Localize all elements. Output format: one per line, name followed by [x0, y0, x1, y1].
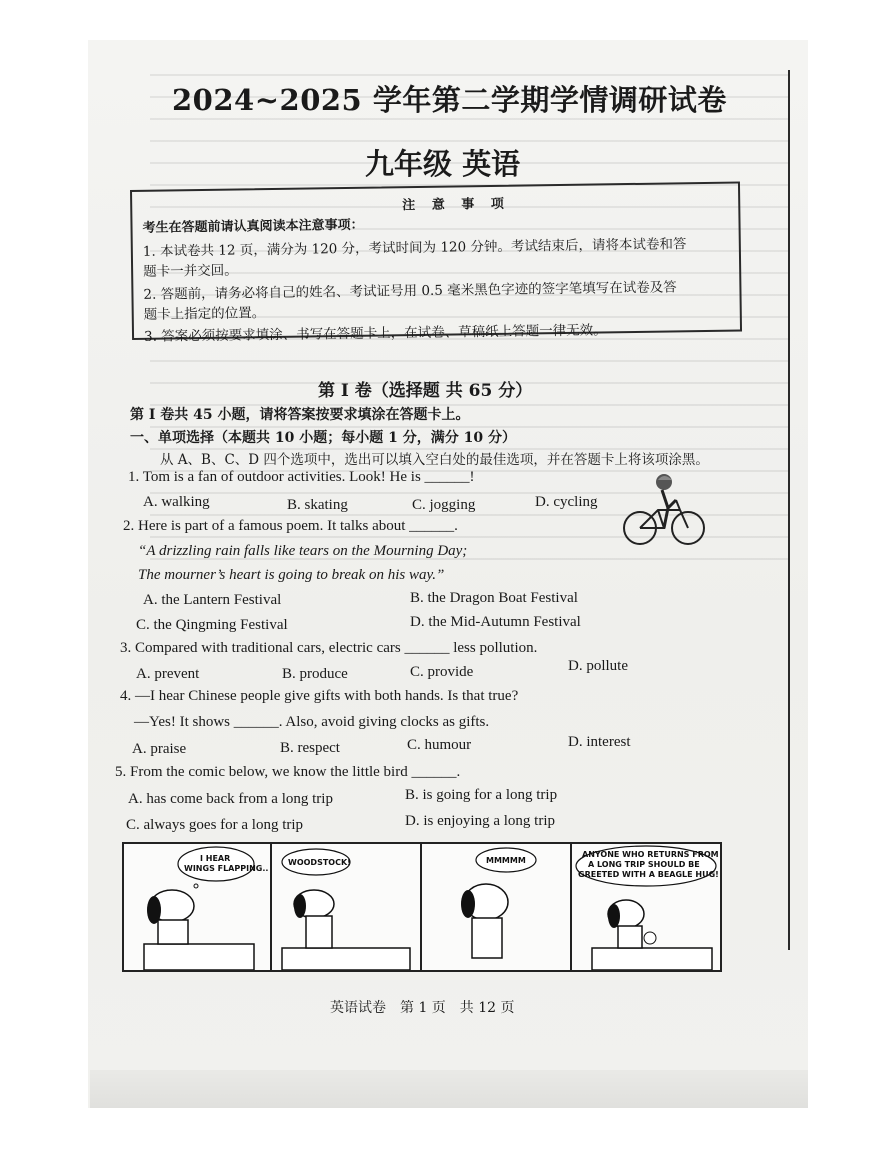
exam-title: 2024~2025 学年第二学期学情调研试卷 — [172, 83, 727, 117]
notice-heading: 注 意 事 项 — [402, 196, 510, 214]
question-2-quote-line: “A drizzling rain falls like tears on the Mourning Day; — [138, 543, 468, 559]
notice-item: 题卡一并交回。 — [143, 262, 238, 280]
question-5-option-d: D. is enjoying a long trip — [405, 813, 555, 829]
question-2-option-d: D. the Mid-Autumn Festival — [410, 614, 581, 630]
part-instruction: 从 A、B、C、D 四个选项中，选出可以填入空白处的最佳选项，并在答题卡上将该项涂黑。 — [160, 452, 709, 468]
question-3-stem: 3. Compared with traditional cars, electric cars ______ less pollution. — [120, 640, 538, 656]
comic-bubble-text: ANYONE WHO RETURNS FROM — [582, 850, 719, 859]
question-1-option-d: D. cycling — [535, 494, 598, 510]
section-instruction: 第 I 卷共 45 小题，请将答案按要求填涂在答题卡上。 — [130, 407, 470, 423]
page-footer: 英语试卷 第 1 页 共 12 页 — [330, 1000, 515, 1016]
comic-panel-1 — [122, 842, 272, 972]
notice-box — [130, 181, 742, 345]
question-1-option-b: B. skating — [287, 497, 348, 513]
question-1-option-a: A. walking — [143, 494, 210, 510]
question-3-option-b: B. produce — [282, 666, 348, 682]
notice-item: 3. 答案必须按要求填涂、书写在答题卡上，在试卷、草稿纸上答题一律无效。 — [143, 322, 607, 345]
question-1-option-c: C. jogging — [412, 497, 476, 513]
question-5-stem: 5. From the comic below, we know the little bird ______. — [115, 764, 461, 780]
section-title: 第 I 卷（选择题 共 65 分） — [318, 381, 533, 401]
question-5-option-c: C. always goes for a long trip — [126, 817, 304, 833]
question-4-stem: 4. —I hear Chinese people give gifts with both hands. Is that true? — [120, 688, 519, 704]
question-5-option-a: A. has come back from a long trip — [128, 791, 333, 807]
notice-item: 题卡上指定的位置。 — [143, 305, 266, 323]
comic-panel-4 — [570, 842, 722, 972]
comic-bubble-text: GREETED WITH A BEAGLE HUG! — [578, 870, 719, 879]
part-title: 一、单项选择（本题共 10 小题；每小题 1 分，满分 10 分） — [130, 430, 516, 446]
question-2-option-b: B. the Dragon Boat Festival — [410, 590, 578, 606]
question-5-option-b: B. is going for a long trip — [405, 787, 558, 803]
comic-panel-2 — [270, 842, 422, 972]
cyclist-illustration — [618, 470, 708, 550]
comic-bubble-text: WINGS FLAPPING.. — [184, 864, 269, 873]
question-3-option-c: C. provide — [410, 664, 474, 680]
paper-shadow — [90, 1070, 808, 1108]
exam-subtitle: 九年级 英语 — [365, 147, 521, 181]
notice-intro: 考生在答题前请认真阅读本注意事项： — [142, 217, 364, 236]
question-1-stem: 1. Tom is a fan of outdoor activities. Look! He is ______! — [128, 469, 475, 485]
page-edge-line — [788, 70, 790, 950]
question-4-stem-reply: —Yes! It shows ______. Also, avoid giving clocks as gifts. — [134, 714, 490, 730]
question-4-option-d: D. interest — [568, 734, 631, 750]
notice-item: 1. 本试卷共 12 页，满分为 120 分，考试时间为 120 分钟。考试结束后，请将本试卷和答 — [142, 236, 687, 260]
comic-panel-3 — [420, 842, 572, 972]
question-4-option-b: B. respect — [280, 740, 340, 756]
comic-bubble-text: A LONG TRIP SHOULD BE — [588, 860, 700, 869]
question-2-stem: 2. Here is part of a famous poem. It talks about ______. — [123, 518, 458, 534]
notice-item: 2. 答题前，请务必将自己的姓名、考试证号用 0.5 毫米黑色字迹的签字笔填写在试卷及答 — [143, 279, 677, 303]
comic-bubble-text: WOODSTOCK! — [288, 858, 351, 867]
question-3-option-a: A. prevent — [136, 666, 200, 682]
question-2-option-c: C. the Qingming Festival — [136, 617, 288, 633]
question-2-quote-line: The mourner’s heart is going to break on his way.” — [138, 567, 445, 583]
comic-bubble-text: MMMMM — [486, 856, 526, 865]
question-4-option-c: C. humour — [407, 737, 472, 753]
question-3-option-d: D. pollute — [568, 658, 628, 674]
comic-bubble-text: I HEAR — [200, 854, 231, 863]
question-4-option-a: A. praise — [132, 741, 187, 757]
question-2-option-a: A. the Lantern Festival — [143, 592, 282, 608]
